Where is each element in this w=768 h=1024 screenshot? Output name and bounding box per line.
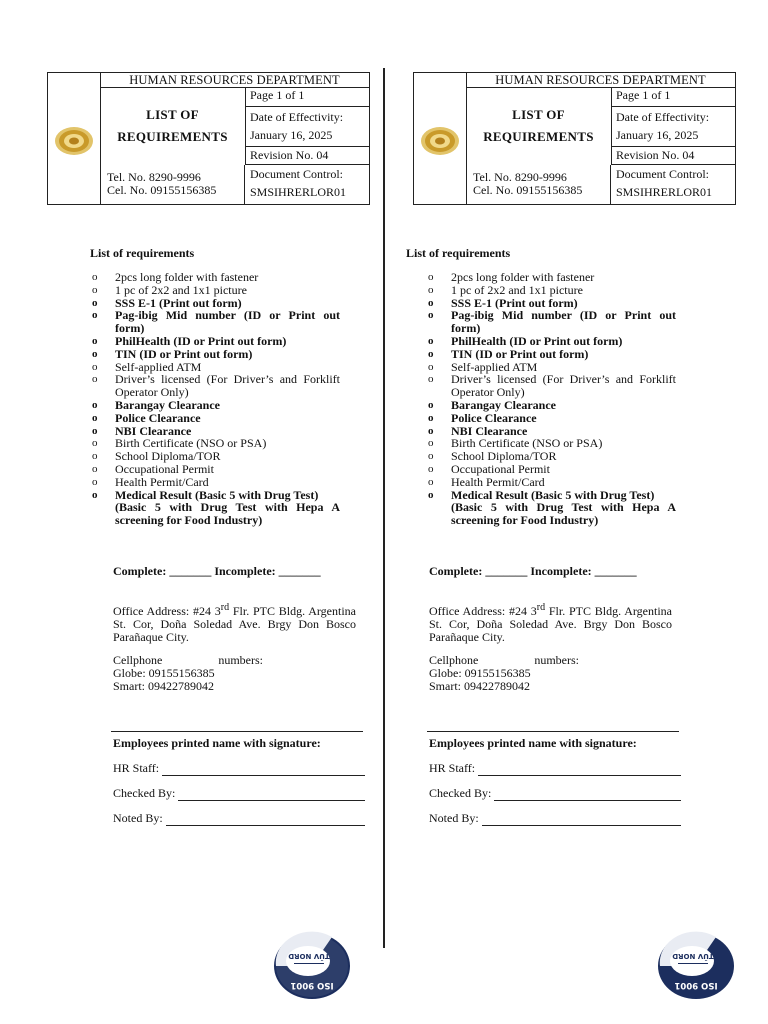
doc-info-column	[245, 87, 369, 204]
requirement-text: Barangay Clearance	[451, 397, 556, 412]
checked-by-row[interactable]	[113, 776, 365, 801]
contact-info	[100, 165, 245, 204]
requirement-text: Medical Result (Basic 5 with Drug Test)	[451, 487, 655, 502]
hr-staff-line[interactable]	[478, 763, 681, 776]
requirement-text: TIN (ID or Print out form)	[115, 346, 253, 361]
revision-number: Revision No. 04	[611, 147, 735, 165]
effectivity-label: Date of Effectivity:	[250, 110, 344, 124]
requirement-text: Medical Result (Basic 5 with Drug Test)	[115, 487, 319, 502]
checked-by-label: Checked By:	[113, 786, 176, 800]
contact-info	[466, 165, 611, 204]
page-number: Page 1 of 1	[245, 87, 369, 107]
list-item	[428, 372, 676, 400]
bullet-icon: o	[92, 411, 98, 424]
requirement-subtext: (Basic 5 with Drug Test with Hepa A screening for Food Industry)	[451, 500, 676, 528]
requirement-text: 1 pc of 2x2 and 1x1 picture	[451, 282, 583, 297]
document-control	[245, 165, 369, 204]
bullet-icon: o	[428, 347, 434, 360]
tel-number: Tel. No. 8290-9996	[107, 170, 201, 184]
department-name: HUMAN RESOURCES DEPARTMENT	[466, 73, 735, 88]
requirement-text: Driver’s licensed (For Driver’s and Forklift Operator Only)	[451, 372, 676, 400]
list-title: List of requirements	[90, 246, 195, 260]
office-address	[113, 601, 356, 644]
effectivity-date: January 16, 2025	[616, 128, 699, 142]
page-number: Page 1 of 1	[611, 87, 735, 107]
bullet-icon: o	[428, 360, 434, 373]
doc-info-column	[611, 87, 735, 204]
bullet-icon: o	[92, 283, 98, 296]
requirement-text: Health Permit/Card	[451, 474, 545, 489]
requirement-text: TIN (ID or Print out form)	[451, 346, 589, 361]
bullet-icon: o	[92, 373, 98, 386]
requirement-text: Birth Certificate (NSO or PSA)	[451, 436, 603, 451]
requirement-text: Police Clearance	[115, 410, 201, 425]
signature-block	[113, 736, 365, 826]
tel-number: Tel. No. 8290-9996	[473, 170, 567, 184]
doc-control-label: Document Control:	[250, 167, 343, 181]
effectivity	[611, 107, 735, 147]
smart-number: Smart: 09422789042	[113, 679, 214, 693]
requirement-text: School Diploma/TOR	[451, 449, 557, 464]
globe-number: Globe: 09155156385	[113, 666, 215, 680]
noted-by-label: Noted By:	[429, 811, 479, 825]
bullet-icon: o	[428, 437, 434, 450]
smart-number: Smart: 09422789042	[429, 679, 530, 693]
bullet-icon: o	[92, 360, 98, 373]
office-address	[429, 601, 672, 644]
requirement-text: Occupational Permit	[451, 461, 550, 476]
bullet-icon: o	[428, 271, 434, 283]
requirement-text: PhilHealth (ID or Print out form)	[451, 333, 623, 348]
cel-number: Cel. No. 09155156385	[107, 183, 217, 197]
employee-signature-label: Employees printed name with signature:	[113, 736, 321, 750]
title-line-2: REQUIREMENTS	[117, 129, 228, 144]
signature-separator	[427, 731, 679, 732]
list-item	[92, 487, 340, 528]
form-copy-right	[384, 0, 768, 1024]
incomplete-field: Incomplete: _______	[214, 564, 321, 578]
list-title: List of requirements	[406, 246, 511, 260]
bullet-icon: o	[92, 488, 98, 501]
requirement-text: 1 pc of 2x2 and 1x1 picture	[115, 282, 247, 297]
bullet-icon: o	[428, 424, 434, 437]
complete-field: Complete: _______	[113, 564, 212, 578]
noted-by-row[interactable]	[113, 801, 365, 826]
bullet-icon: o	[92, 475, 98, 488]
bullet-icon: o	[428, 462, 434, 475]
noted-by-label: Noted By:	[113, 811, 163, 825]
signature-separator	[111, 731, 363, 732]
cellphone-label-a: Cellphone	[429, 653, 479, 667]
revision-number: Revision No. 04	[245, 147, 369, 165]
requirement-text: Driver’s licensed (For Driver’s and Forklift Operator Only)	[115, 372, 340, 400]
company-seal-icon	[54, 126, 94, 156]
checked-by-line[interactable]	[178, 788, 365, 801]
requirement-text: Self-applied ATM	[115, 359, 202, 374]
requirement-text: NBI Clearance	[115, 423, 192, 438]
address-rest: Flr. PTC Bldg. Argentina St. Cor, Doña Soledad Ave. Brgy Don Bosco Parañaque City.	[429, 604, 672, 644]
bullet-icon: o	[92, 437, 98, 450]
bullet-icon: o	[92, 450, 98, 463]
bullet-icon: o	[92, 296, 98, 309]
hr-staff-row[interactable]	[113, 751, 365, 776]
iso-certification-badge-icon	[272, 931, 352, 1001]
bullet-icon: o	[428, 296, 434, 309]
cel-number: Cel. No. 09155156385	[473, 183, 583, 197]
completion-status	[429, 564, 637, 579]
bullet-icon: o	[92, 424, 98, 437]
checked-by-line[interactable]	[494, 788, 681, 801]
requirement-text: School Diploma/TOR	[115, 449, 221, 464]
requirement-subtext: (Basic 5 with Drug Test with Hepa A screening for Food Industry)	[115, 500, 340, 528]
requirement-text: Birth Certificate (NSO or PSA)	[115, 436, 267, 451]
noted-by-line[interactable]	[166, 813, 365, 826]
bullet-icon: o	[428, 450, 434, 463]
bullet-icon: o	[92, 347, 98, 360]
badge-top-text: TÜV NORD	[288, 952, 330, 960]
address-prefix: Office Address: #24 3	[429, 604, 537, 618]
completion-status	[113, 564, 321, 579]
hr-staff-row[interactable]	[429, 751, 681, 776]
cellphone-numbers	[113, 654, 263, 693]
bullet-icon: o	[92, 334, 98, 347]
doc-control-value: SMSIHRERLOR01	[250, 185, 347, 199]
address-sup: rd	[536, 602, 546, 613]
requirements-list	[428, 270, 676, 528]
bullet-icon: o	[428, 373, 434, 386]
incomplete-field: Incomplete: _______	[530, 564, 637, 578]
title-line-1: LIST OF	[146, 107, 199, 122]
header-table	[47, 72, 370, 205]
globe-number: Globe: 09155156385	[429, 666, 531, 680]
requirement-text: SSS E-1 (Print out form)	[115, 295, 242, 310]
department-name: HUMAN RESOURCES DEPARTMENT	[100, 73, 369, 88]
hr-staff-label: HR Staff:	[113, 761, 160, 775]
noted-by-line[interactable]	[482, 813, 681, 826]
bullet-icon: o	[428, 334, 434, 347]
hr-staff-label: HR Staff:	[429, 761, 476, 775]
effectivity-date: January 16, 2025	[250, 128, 333, 142]
title-line-2: REQUIREMENTS	[483, 129, 594, 144]
requirement-text: PhilHealth (ID or Print out form)	[115, 333, 287, 348]
address-prefix: Office Address: #24 3	[113, 604, 221, 618]
requirement-text: 2pcs long folder with fastener	[451, 270, 595, 284]
requirement-text: Police Clearance	[451, 410, 537, 425]
address-rest: Flr. PTC Bldg. Argentina St. Cor, Doña Soledad Ave. Brgy Don Bosco Parañaque City.	[113, 604, 356, 644]
page-title	[466, 87, 612, 165]
company-seal-icon	[420, 126, 460, 156]
requirement-text: Pag-ibig Mid number (ID or Print out form)	[451, 308, 676, 336]
bullet-icon: o	[92, 398, 98, 411]
doc-control-value: SMSIHRERLOR01	[616, 185, 713, 199]
requirement-text: Barangay Clearance	[115, 397, 220, 412]
requirement-text: Occupational Permit	[115, 461, 214, 476]
logo-cell	[48, 73, 101, 204]
bullet-icon: o	[428, 411, 434, 424]
complete-field: Complete: _______	[429, 564, 528, 578]
requirement-text: NBI Clearance	[451, 423, 528, 438]
list-item	[92, 372, 340, 400]
cellphone-numbers	[429, 654, 579, 693]
doc-control-label: Document Control:	[616, 167, 709, 181]
noted-by-row[interactable]	[429, 801, 681, 826]
list-item	[428, 308, 676, 336]
bullet-icon: o	[92, 309, 98, 322]
requirement-text: SSS E-1 (Print out form)	[451, 295, 578, 310]
iso-certification-badge-icon	[656, 931, 736, 1001]
bullet-icon: o	[428, 309, 434, 322]
list-item	[92, 308, 340, 336]
logo-cell	[414, 73, 467, 204]
requirement-text: Self-applied ATM	[451, 359, 538, 374]
signature-block	[429, 736, 681, 826]
document-control	[611, 165, 735, 204]
requirement-text: Health Permit/Card	[115, 474, 209, 489]
checked-by-label: Checked By:	[429, 786, 492, 800]
bullet-icon: o	[92, 462, 98, 475]
effectivity-label: Date of Effectivity:	[616, 110, 710, 124]
cellphone-label-b: numbers:	[218, 653, 263, 667]
employee-signature-label: Employees printed name with signature:	[429, 736, 637, 750]
checked-by-row[interactable]	[429, 776, 681, 801]
address-sup: rd	[220, 602, 230, 613]
bullet-icon: o	[92, 271, 98, 283]
cellphone-label-a: Cellphone	[113, 653, 163, 667]
requirement-text: 2pcs long folder with fastener	[115, 270, 259, 284]
list-item	[428, 487, 676, 528]
bullet-icon: o	[428, 488, 434, 501]
header-table	[413, 72, 736, 205]
bullet-icon: o	[428, 283, 434, 296]
hr-staff-line[interactable]	[162, 763, 365, 776]
requirement-text: Pag-ibig Mid number (ID or Print out form)	[115, 308, 340, 336]
bullet-icon: o	[428, 475, 434, 488]
effectivity	[245, 107, 369, 147]
badge-bottom-text: ISO 9001	[290, 980, 334, 990]
bullet-icon: o	[428, 398, 434, 411]
page-title	[100, 87, 246, 165]
badge-top-text: TÜV NORD	[672, 952, 714, 960]
title-line-1: LIST OF	[512, 107, 565, 122]
badge-bottom-text: ISO 9001	[674, 980, 718, 990]
requirements-list	[92, 270, 340, 528]
cellphone-label-b: numbers:	[534, 653, 579, 667]
